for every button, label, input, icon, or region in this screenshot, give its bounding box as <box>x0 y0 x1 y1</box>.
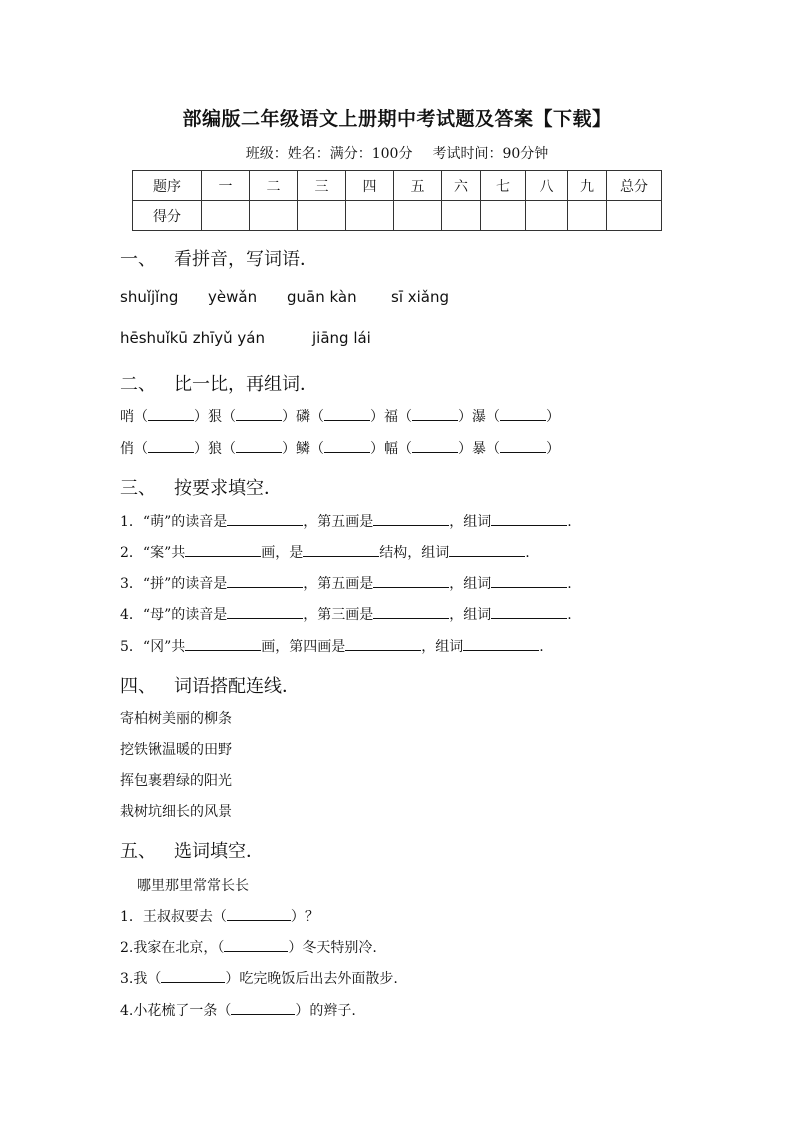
score-header-cell: 六 <box>442 171 481 201</box>
score-header-cell: 九 <box>568 171 607 201</box>
score-cell[interactable] <box>394 201 442 231</box>
question-text: 4．“母”的读音是 <box>120 607 228 623</box>
answer-blank[interactable] <box>491 573 567 588</box>
pinyin-item: yèwǎn <box>208 288 258 306</box>
question-text: 5．“冈”共 <box>120 639 186 655</box>
answer-blank[interactable] <box>227 573 303 588</box>
pinyin-item: jiāng lái <box>312 329 371 347</box>
compare-char: 俏（ <box>120 441 148 457</box>
section-3-heading <box>120 474 282 500</box>
question-text: 2.我家在北京，（ <box>120 940 225 956</box>
section-title: 比一比，再组词． <box>174 374 318 395</box>
question-text: . <box>567 576 572 592</box>
score-cell[interactable] <box>346 201 394 231</box>
compare-char: ） <box>546 441 560 457</box>
score-cell[interactable] <box>481 201 526 231</box>
question-text: . <box>539 639 544 655</box>
answer-blank[interactable] <box>491 604 567 619</box>
fill-question-1 <box>120 511 572 531</box>
match-item[interactable]: 挖铁锹温暖的田野 <box>120 742 232 758</box>
question-text: ，第五画是 <box>303 576 374 592</box>
compare-row-1 <box>120 406 560 426</box>
question-text: ，组词 <box>449 607 492 623</box>
answer-blank[interactable] <box>161 968 225 983</box>
answer-blank[interactable] <box>303 542 379 557</box>
score-header-cell: 五 <box>394 171 442 201</box>
compare-char: ）幅（ <box>370 441 412 457</box>
answer-blank[interactable] <box>236 406 282 421</box>
answer-blank[interactable] <box>373 511 449 526</box>
score-cell[interactable] <box>202 201 250 231</box>
pinyin-item: shuǐjǐng <box>120 288 179 306</box>
answer-blank[interactable] <box>500 406 546 421</box>
section-number: 二、 <box>120 374 156 395</box>
section-4-heading <box>120 672 300 698</box>
question-text: ）？ <box>290 909 319 925</box>
question-text: ，第五画是 <box>303 514 374 530</box>
compare-char: 哨（ <box>120 409 148 425</box>
question-text: ）冬天特别冷. <box>288 940 377 956</box>
answer-blank[interactable] <box>412 406 458 421</box>
answer-blank[interactable] <box>148 406 194 421</box>
question-text: 画，是 <box>261 545 304 561</box>
compare-char: ）狠（ <box>194 409 236 425</box>
exam-info <box>0 143 794 163</box>
answer-blank[interactable] <box>463 636 539 651</box>
fill-question-5 <box>120 636 544 656</box>
answer-blank[interactable] <box>231 1000 295 1015</box>
question-text: ，组词 <box>449 576 492 592</box>
compare-char: ） <box>546 409 560 425</box>
score-cell[interactable] <box>568 201 607 231</box>
answer-blank[interactable] <box>373 604 449 619</box>
score-header-cell: 二 <box>250 171 298 201</box>
answer-blank[interactable] <box>227 604 303 619</box>
answer-blank[interactable] <box>148 438 194 453</box>
score-header-cell: 七 <box>481 171 526 201</box>
question-text: ，组词 <box>449 514 492 530</box>
score-cell[interactable] <box>442 201 481 231</box>
score-header-cell: 三 <box>298 171 346 201</box>
question-text: ，组词 <box>421 639 464 655</box>
score-header-cell: 八 <box>526 171 568 201</box>
answer-blank[interactable] <box>373 573 449 588</box>
question-text: 1．王叔叔要去（ <box>120 909 227 925</box>
question-text: ）吃完晚饭后出去外面散步. <box>225 971 398 987</box>
answer-blank[interactable] <box>491 511 567 526</box>
question-text: . <box>567 514 572 530</box>
compare-char: ）福（ <box>370 409 412 425</box>
score-cell[interactable] <box>607 201 662 231</box>
question-text: ）的辫子. <box>295 1003 356 1019</box>
question-text: . <box>567 607 572 623</box>
score-header-cell: 题序 <box>133 171 202 201</box>
answer-blank[interactable] <box>324 406 370 421</box>
compare-char: ）暴（ <box>458 441 500 457</box>
answer-blank[interactable] <box>224 937 288 952</box>
pinyin-item: guān kàn <box>287 288 357 306</box>
score-row-label: 得分 <box>133 201 202 231</box>
section-number: 一、 <box>120 249 156 270</box>
question-text: 1．“萌”的读音是 <box>120 514 228 530</box>
score-cell[interactable] <box>250 201 298 231</box>
fill-question-3 <box>120 573 572 593</box>
question-text: ，第三画是 <box>303 607 374 623</box>
compare-row-2 <box>120 438 560 458</box>
score-table-header-row <box>133 171 662 201</box>
choose-question-1 <box>120 906 319 926</box>
answer-blank[interactable] <box>227 906 291 921</box>
section-number: 五、 <box>120 841 156 862</box>
compare-char: ）狼（ <box>194 441 236 457</box>
score-cell[interactable] <box>526 201 568 231</box>
match-item[interactable]: 栽树坑细长的风景 <box>120 804 232 820</box>
answer-blank[interactable] <box>345 636 421 651</box>
pinyin-item: sī xiǎng <box>391 288 450 306</box>
match-item[interactable]: 寄柏树美丽的柳条 <box>120 711 232 727</box>
compare-char: ）磷（ <box>282 409 324 425</box>
fill-question-4 <box>120 604 572 624</box>
section-title: 按要求填空． <box>174 478 282 499</box>
score-header-cell: 总分 <box>607 171 662 201</box>
choose-question-2 <box>120 937 377 957</box>
time-info: 考试时间：90分钟 <box>432 146 549 162</box>
question-text: . <box>525 545 530 561</box>
answer-blank[interactable] <box>500 438 546 453</box>
question-text: 2．“案”共 <box>120 545 186 561</box>
answer-blank[interactable] <box>449 542 525 557</box>
section-1-heading <box>120 245 318 271</box>
score-table-score-row <box>133 201 662 231</box>
answer-blank[interactable] <box>227 511 303 526</box>
answer-blank[interactable] <box>412 438 458 453</box>
section-number: 三、 <box>120 478 156 499</box>
question-text: 3．“拼”的读音是 <box>120 576 228 592</box>
question-text: 3.我（ <box>120 971 162 987</box>
choose-question-4 <box>120 1000 356 1020</box>
fill-question-2 <box>120 542 530 562</box>
section-2-heading <box>120 370 318 396</box>
answer-blank[interactable] <box>324 438 370 453</box>
question-text: 结构，组词 <box>379 545 450 561</box>
match-item[interactable]: 挥包裹碧绿的阳光 <box>120 773 232 789</box>
section-number: 四、 <box>120 676 156 697</box>
compare-char: ）鳞（ <box>282 441 324 457</box>
question-text: 4.小花梳了一条（ <box>120 1003 232 1019</box>
section-5-heading <box>120 837 264 863</box>
compare-char: ）瀑（ <box>458 409 500 425</box>
answer-blank[interactable] <box>185 636 261 651</box>
section-title: 选词填空． <box>174 841 264 862</box>
choose-question-3 <box>120 968 398 988</box>
section-title: 看拼音，写词语． <box>174 249 318 270</box>
score-header-cell: 一 <box>202 171 250 201</box>
answer-blank[interactable] <box>185 542 261 557</box>
class-info: 班级：姓名：满分：100分 <box>245 146 413 162</box>
answer-blank[interactable] <box>236 438 282 453</box>
score-header-cell: 四 <box>346 171 394 201</box>
score-cell[interactable] <box>298 201 346 231</box>
score-table <box>132 170 662 231</box>
pinyin-item: hēshuǐkū zhīyǔ yán <box>120 329 265 347</box>
page-title: 部编版二年级语文上册期中考试题及答案【下载】 <box>182 108 612 130</box>
word-bank: 哪里那里常常长长 <box>137 878 249 894</box>
section-title: 词语搭配连线． <box>174 676 300 697</box>
question-text: 画，第四画是 <box>261 639 346 655</box>
